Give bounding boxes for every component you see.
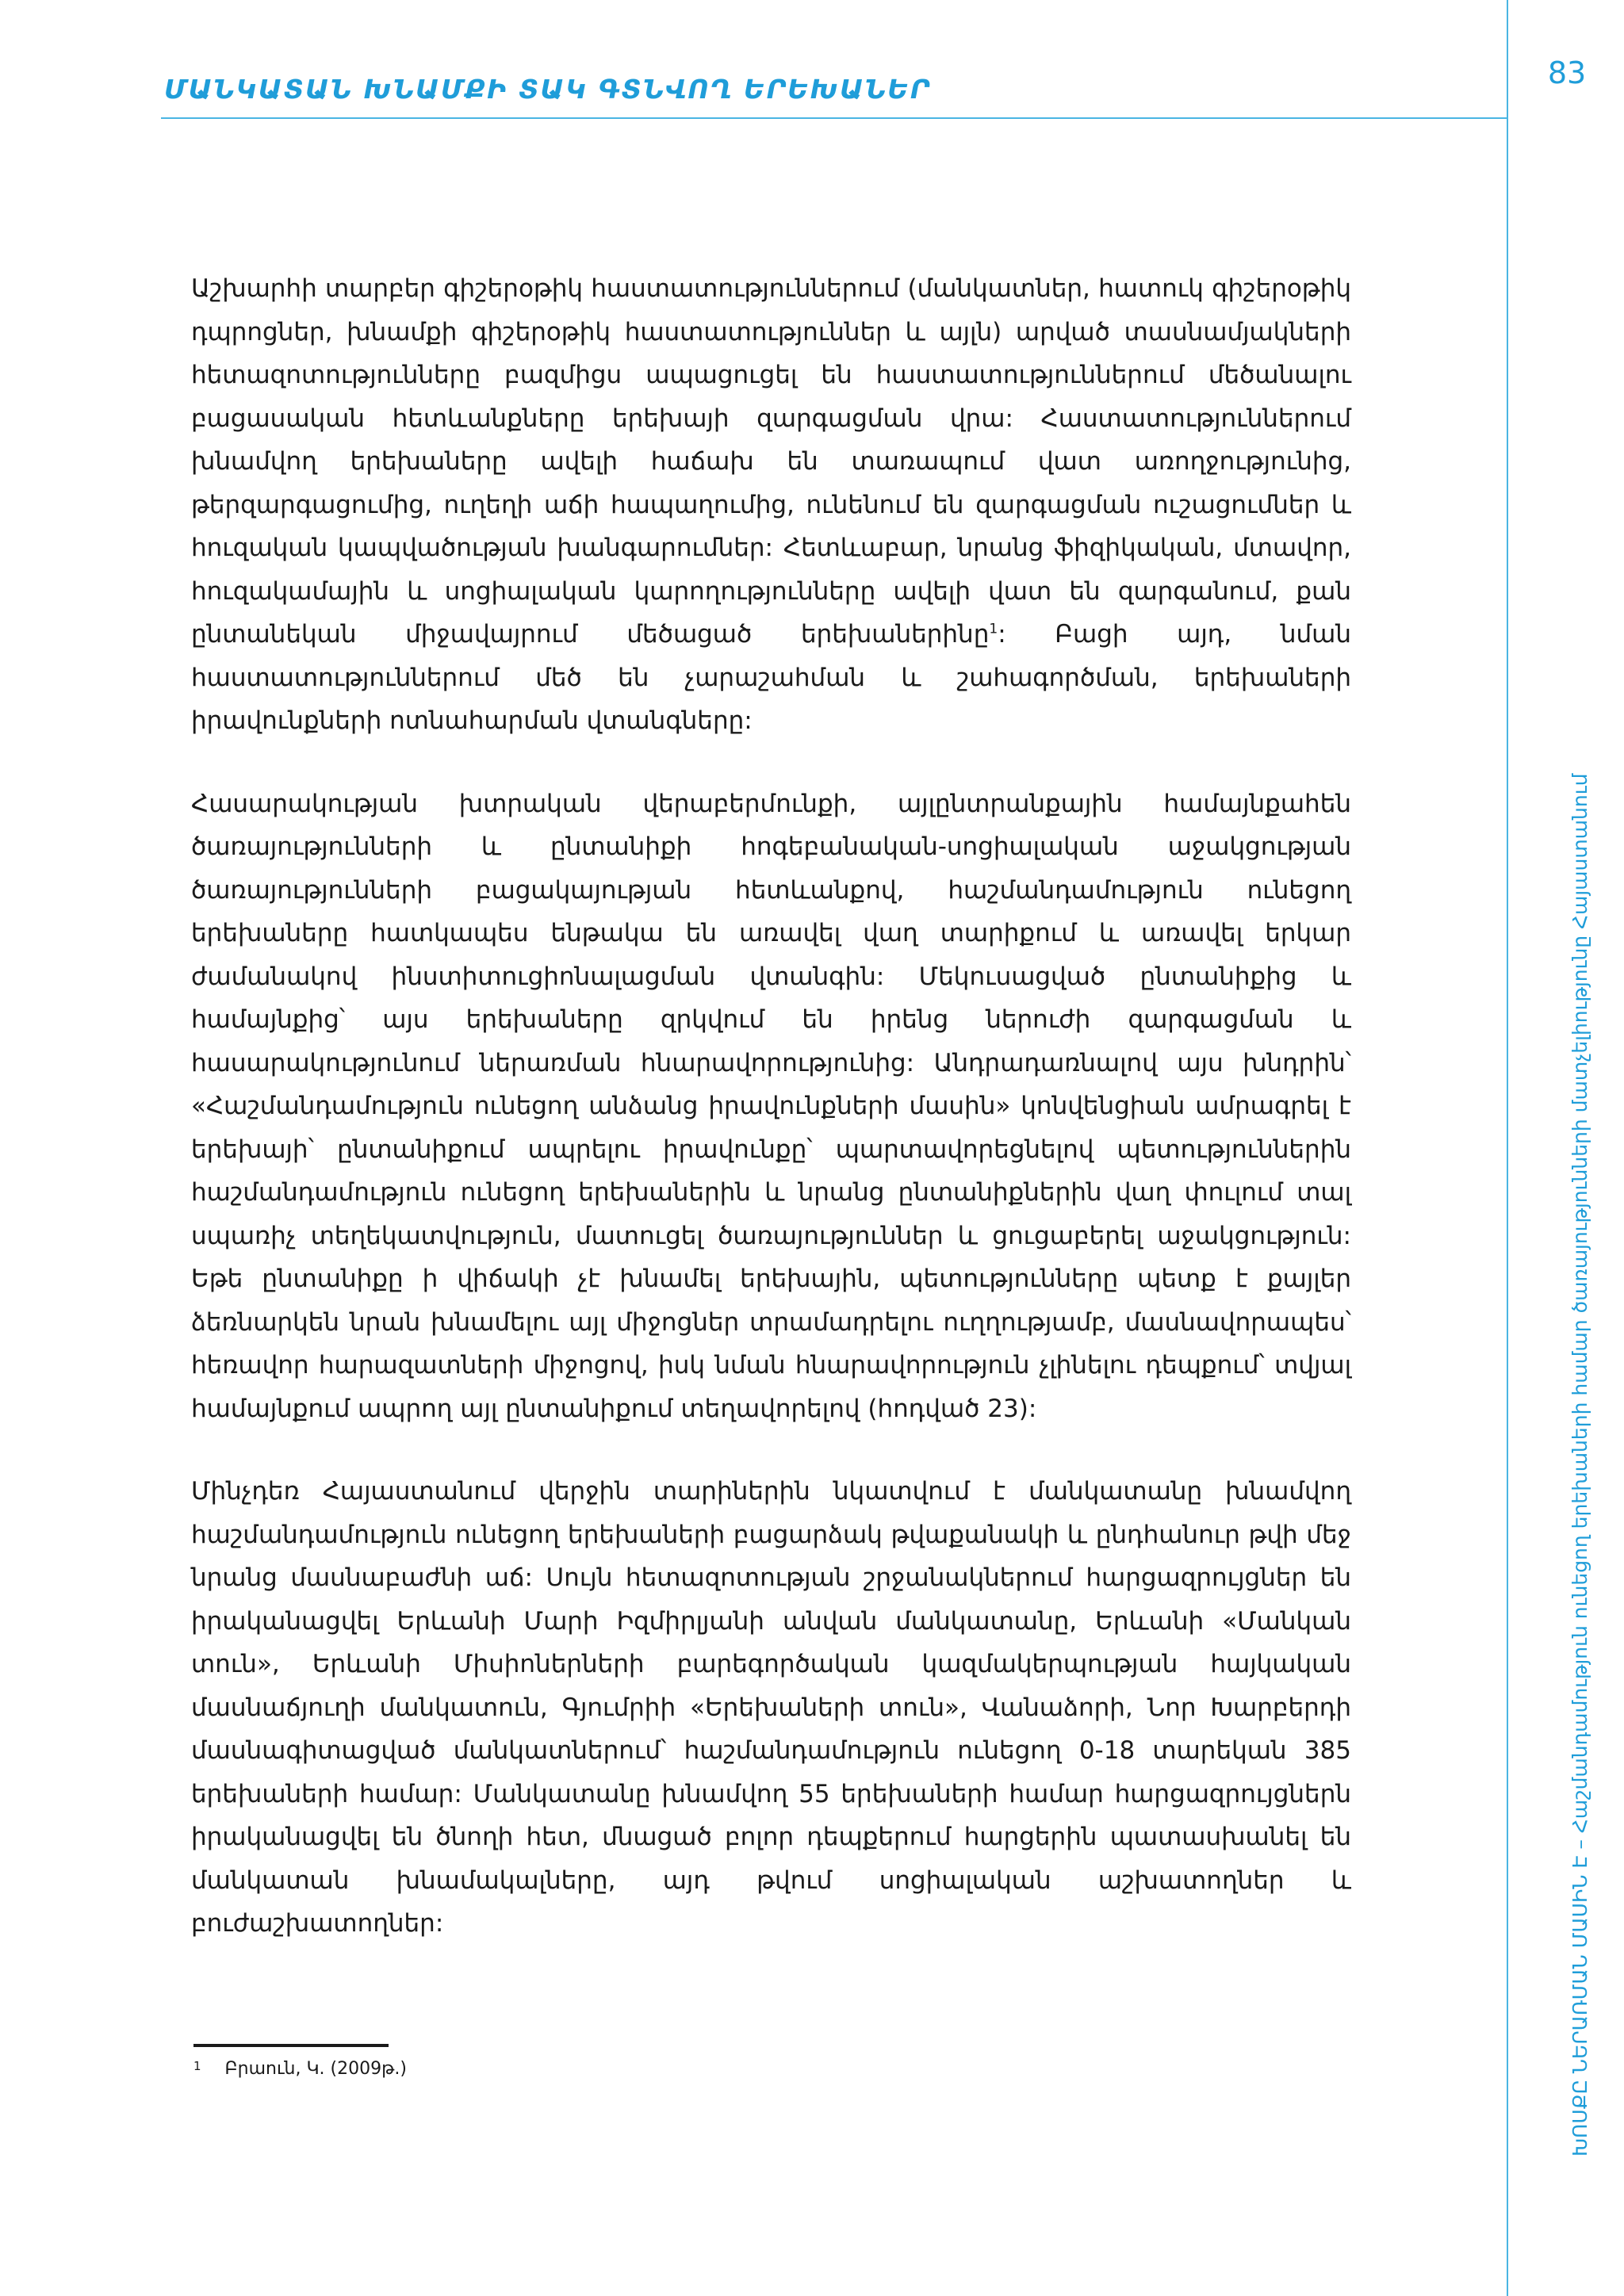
footnote-ref-1: 1: [989, 621, 998, 637]
paragraph-2: Հասարակության խտրական վերաբերմունքի, այլընտրանքային համայնքահեն ծառայությունների և ընտանիքի հոգեբանական-սոցիալական աջակցության ծառայությունների բացակայության հետևանքով, հաշմանդամություն ունեցող երեխաները հատկապես ենթակա են առավել վաղ տարիքում և առավել երկար ժամանակով ինստիտուցիոնալացման վտանգին: Մեկուսացված ընտանիքից և համայնքից՝ այս երեխաները զրկվում են իրենց ներուժի զարգացման և հասարակությունում ներառման հնարավորությունից: Անդրադառնալով այս խնդրին՝ «Հաշմանդամություն ունեցող անձանց իրավունքների մասին» կոնվենցիան ամրագրել է երեխայի՝ ընտանիքում ապրելու իրավունքը՝ պարտավորեցնելով պետություններին հաշմանդամություն ունեցող երեխաներին և նրանց ընտանիքներին վաղ փուլում տալ սպառիչ տեղեկատվություն, մատուցել ծառայություններ և ցուցաբերել աջակցություն: Եթե ընտանիքը ի վիճակի չէ խնամել երեխային, պետությունները պետք է քայլեր ձեռնարկեն նրան խնամելու այլ միջոցներ տրամադրելու ուղղությամբ, մասնավորապես՝ հեռավոր հարազատների միջոցով, իսկ նման հնարավորություն չլինելու դեպքում՝ տվյալ համայնքում ապրող այլ ընտանիքում տեղավորելով (հոդված 23):: [191, 789, 1351, 1423]
page-number: 83: [1547, 55, 1587, 90]
footnote-divider: [193, 2044, 389, 2047]
margin-rule: [1507, 0, 1508, 2296]
paragraph-1: [191, 267, 1351, 743]
paragraph-1-text: Աշխարհի տարբեր գիշերօթիկ հաստատություններում (մանկատներ, հատուկ գիշերօթիկ դպրոցներ, խնամքի գիշերօթիկ հաստատություններ և այլն) արված տասնամյակների հետազոտությունները բազմիցս ապացուցել են հաստատություններում մեծանալու բացասական հետևանքները երեխայի զարգացման վրա: Հաստատություններում խնամվող երեխաները ավելի հաճախ են տառապում վատ առողջությունից, թերզարգացումից, ուղեղի աճի հապաղումից, ունենում են զարգացման ուշացումներ և հուզական կապվածության խանգարումներ: Հետևաբար, նրանց ֆիզիկական, մտավոր, հուզակամային և սոցիալական կարողությունները ավելի վատ են զարգանում, քան ընտանեկան միջավայրում մեծացած երեխաներինը: [191, 274, 1351, 649]
vertical-section-title: ԽՈՍՔԸ ՆԵՐԱՌՄԱՆ ՄԱՍԻՆ Է – Հաշմանդամություն ունեցող երեխաների համար ծառայությունների մատչելիությունը Հայաստանում: [1568, 773, 1591, 2156]
paragraph-3: Մինչդեռ Հայաստանում վերջին տարիներին նկատվում է մանկատանը խնամվող հաշմանդամություն ունեցող երեխաների բացարձակ թվաքանակի և ընդհանուր թվի մեջ նրանց մասնաբաժնի աճ: Սույն հետազոտության շրջանակներում հարցազրույցներ են իրականացվել Երևանի Մարի Իզմիրլյանի անվան մանկատանը, Երևանի «Մանկան տուն», Երևանի Միսիոներների բարեգործական կազմակերպության հայկական մասնաճյուղի մանկատուն, Գյումրիի «Երեխաների տուն», Վանաձորի, Նոր Խարբերդի մասնագիտացված մանկատներում՝ հաշմանդամություն ունեցող 0-18 տարեկան 385 երեխաների համար: Մանկատանը խնամվող 55 երեխաների համար հարցազրույցներն իրականացվել են ծնողի հետ, մնացած բոլոր դեպքերում հարցերին պատասխանել են մանկատան խնամակալները, այդ թվում սոցիալական աշխատողներ և բուժաշխատողներ:: [191, 1477, 1351, 1938]
running-header-title: ՄԱՆԿԱՏԱՆ ԽՆԱՄՔԻ ՏԱԿ ԳՏՆՎՈՂ ԵՐԵԽԱՆԵՐ: [164, 74, 932, 105]
footnote-number: 1: [193, 2059, 201, 2073]
footnote: [193, 2059, 407, 2079]
header-rule: [161, 117, 1507, 119]
paragraph-1-text-continued: : Բացի այդ, նման հաստատություններում մեծ են չարաշահման և շահագործման, երեխաների իրավունքների ոտնահարման վտանգները:: [191, 620, 1351, 735]
footnote-text: Բրաուն, Կ. (2009թ.): [224, 2059, 407, 2079]
body-text: [191, 267, 1351, 1985]
